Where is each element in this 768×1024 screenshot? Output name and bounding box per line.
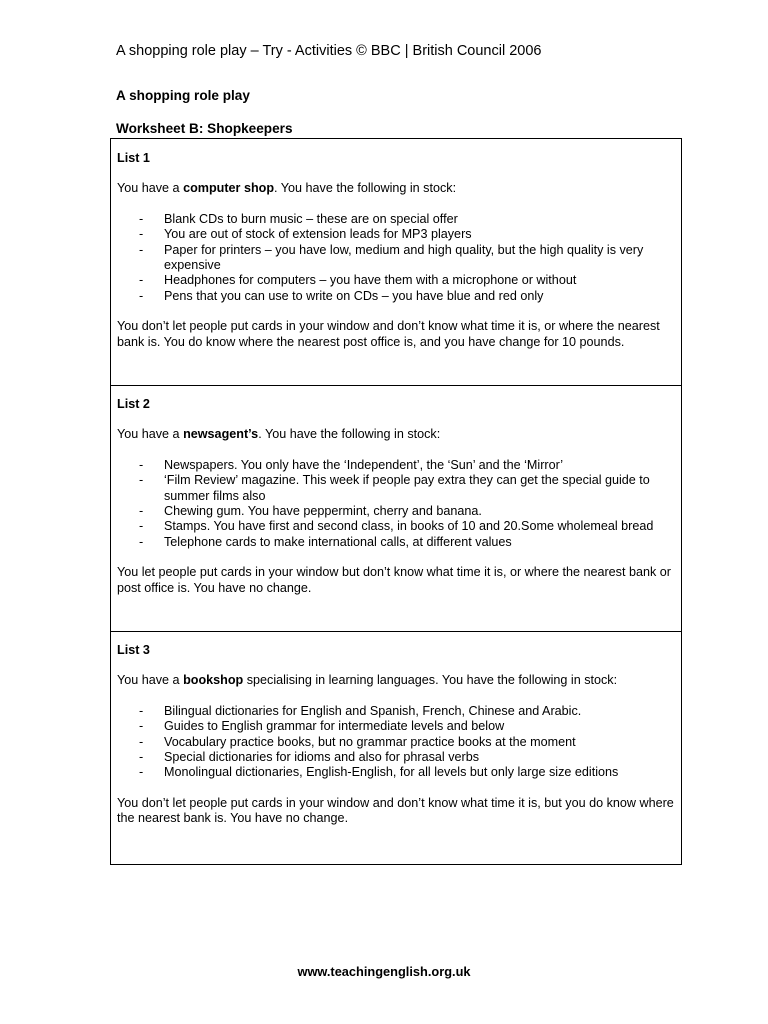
- worksheet-subtitle: Worksheet B: Shopkeepers: [116, 121, 293, 136]
- bullet-dash: -: [139, 750, 144, 765]
- list-item: - Telephone cards to make international calls, at different values: [139, 534, 512, 549]
- list-closing-text: You let people put cards in your window but don’t know what time it is, or where the nearest bank or post office is. You have no change.: [117, 565, 671, 595]
- list-item: - Blank CDs to burn music – these are on special offer: [139, 211, 458, 226]
- list-item: - Vocabulary practice books, but no grammar practice books at the moment: [139, 734, 576, 749]
- list-heading: List 1: [117, 151, 150, 165]
- stock-list: [117, 704, 675, 781]
- stock-list: [117, 212, 675, 304]
- bullet-dash: -: [139, 719, 144, 734]
- list-item: - Paper for printers – you have low, medium and high quality, but the high quality is very expensive: [139, 242, 644, 273]
- bullet-dash: -: [139, 273, 144, 288]
- bullet-dash: -: [139, 519, 144, 534]
- bullet-dash: -: [139, 534, 144, 549]
- list-item: - Bilingual dictionaries for English and Spanish, French, Chinese and Arabic.: [139, 703, 582, 718]
- bullet-dash: -: [139, 473, 144, 488]
- list-box-1: [110, 138, 682, 386]
- list-item: - ‘Film Review’ magazine. This week if people pay extra they can get the special guide to summer films also: [139, 473, 650, 503]
- bullet-dash: -: [139, 242, 144, 257]
- list-item: - Pens that you can use to write on CDs – you have blue and red only: [139, 288, 544, 303]
- list-item: - Monolingual dictionaries, English-English, for all levels but only large size editions: [139, 765, 619, 780]
- list-intro: You have a newsagent’s. You have the following in stock:: [117, 427, 441, 442]
- list-item: - You are out of stock of extension leads for MP3 players: [139, 227, 472, 242]
- bullet-dash: -: [139, 734, 144, 749]
- shop-type: computer shop: [183, 181, 275, 196]
- list-intro: You have a computer shop. You have the following in stock:: [117, 181, 457, 196]
- shop-type: bookshop: [183, 673, 244, 688]
- bullet-dash: -: [139, 457, 144, 472]
- page-title: A shopping role play: [116, 88, 250, 103]
- list-item: - Headphones for computers – you have them with a microphone or without: [139, 273, 577, 288]
- list-heading: List 2: [117, 397, 150, 411]
- list-item: - Newspapers. You only have the ‘Independent’, the ‘Sun’ and the ‘Mirror’: [139, 457, 564, 472]
- list-heading: List 3: [117, 643, 150, 657]
- list-box-2: [110, 385, 682, 632]
- bullet-dash: -: [139, 765, 144, 780]
- list-closing-text: You don’t let people put cards in your window and don’t know what time it is, or where the nearest bank is. You do know where the nearest post office is, and you have change for 10 pounds.: [117, 319, 660, 349]
- bullet-dash: -: [139, 504, 144, 519]
- running-header: A shopping role play – Try - Activities © BBC | British Council 2006: [116, 43, 542, 59]
- bullet-dash: -: [139, 211, 144, 226]
- shop-type: newsagent’s: [183, 427, 259, 442]
- bullet-dash: -: [139, 227, 144, 242]
- footer-website-link[interactable]: www.teachingenglish.org.uk: [297, 964, 471, 979]
- list-closing-text: You don’t let people put cards in your window and don’t know what time it is, but you do know where the nearest bank is. You have no change.: [117, 795, 674, 826]
- list-item: - Special dictionaries for idioms and also for phrasal verbs: [139, 750, 479, 765]
- list-item: - Stamps. You have first and second class, in books of 10 and 20.Some wholemeal bread: [139, 519, 654, 534]
- bullet-dash: -: [139, 288, 144, 303]
- stock-list: [117, 458, 675, 550]
- list-intro: You have a bookshop specialising in learning languages. You have the following in stock:: [117, 673, 618, 688]
- list-box-3: [110, 631, 682, 865]
- bullet-dash: -: [139, 703, 144, 718]
- list-item: - Guides to English grammar for intermediate levels and below: [139, 719, 505, 734]
- list-item: - Chewing gum. You have peppermint, cherry and banana.: [139, 504, 482, 519]
